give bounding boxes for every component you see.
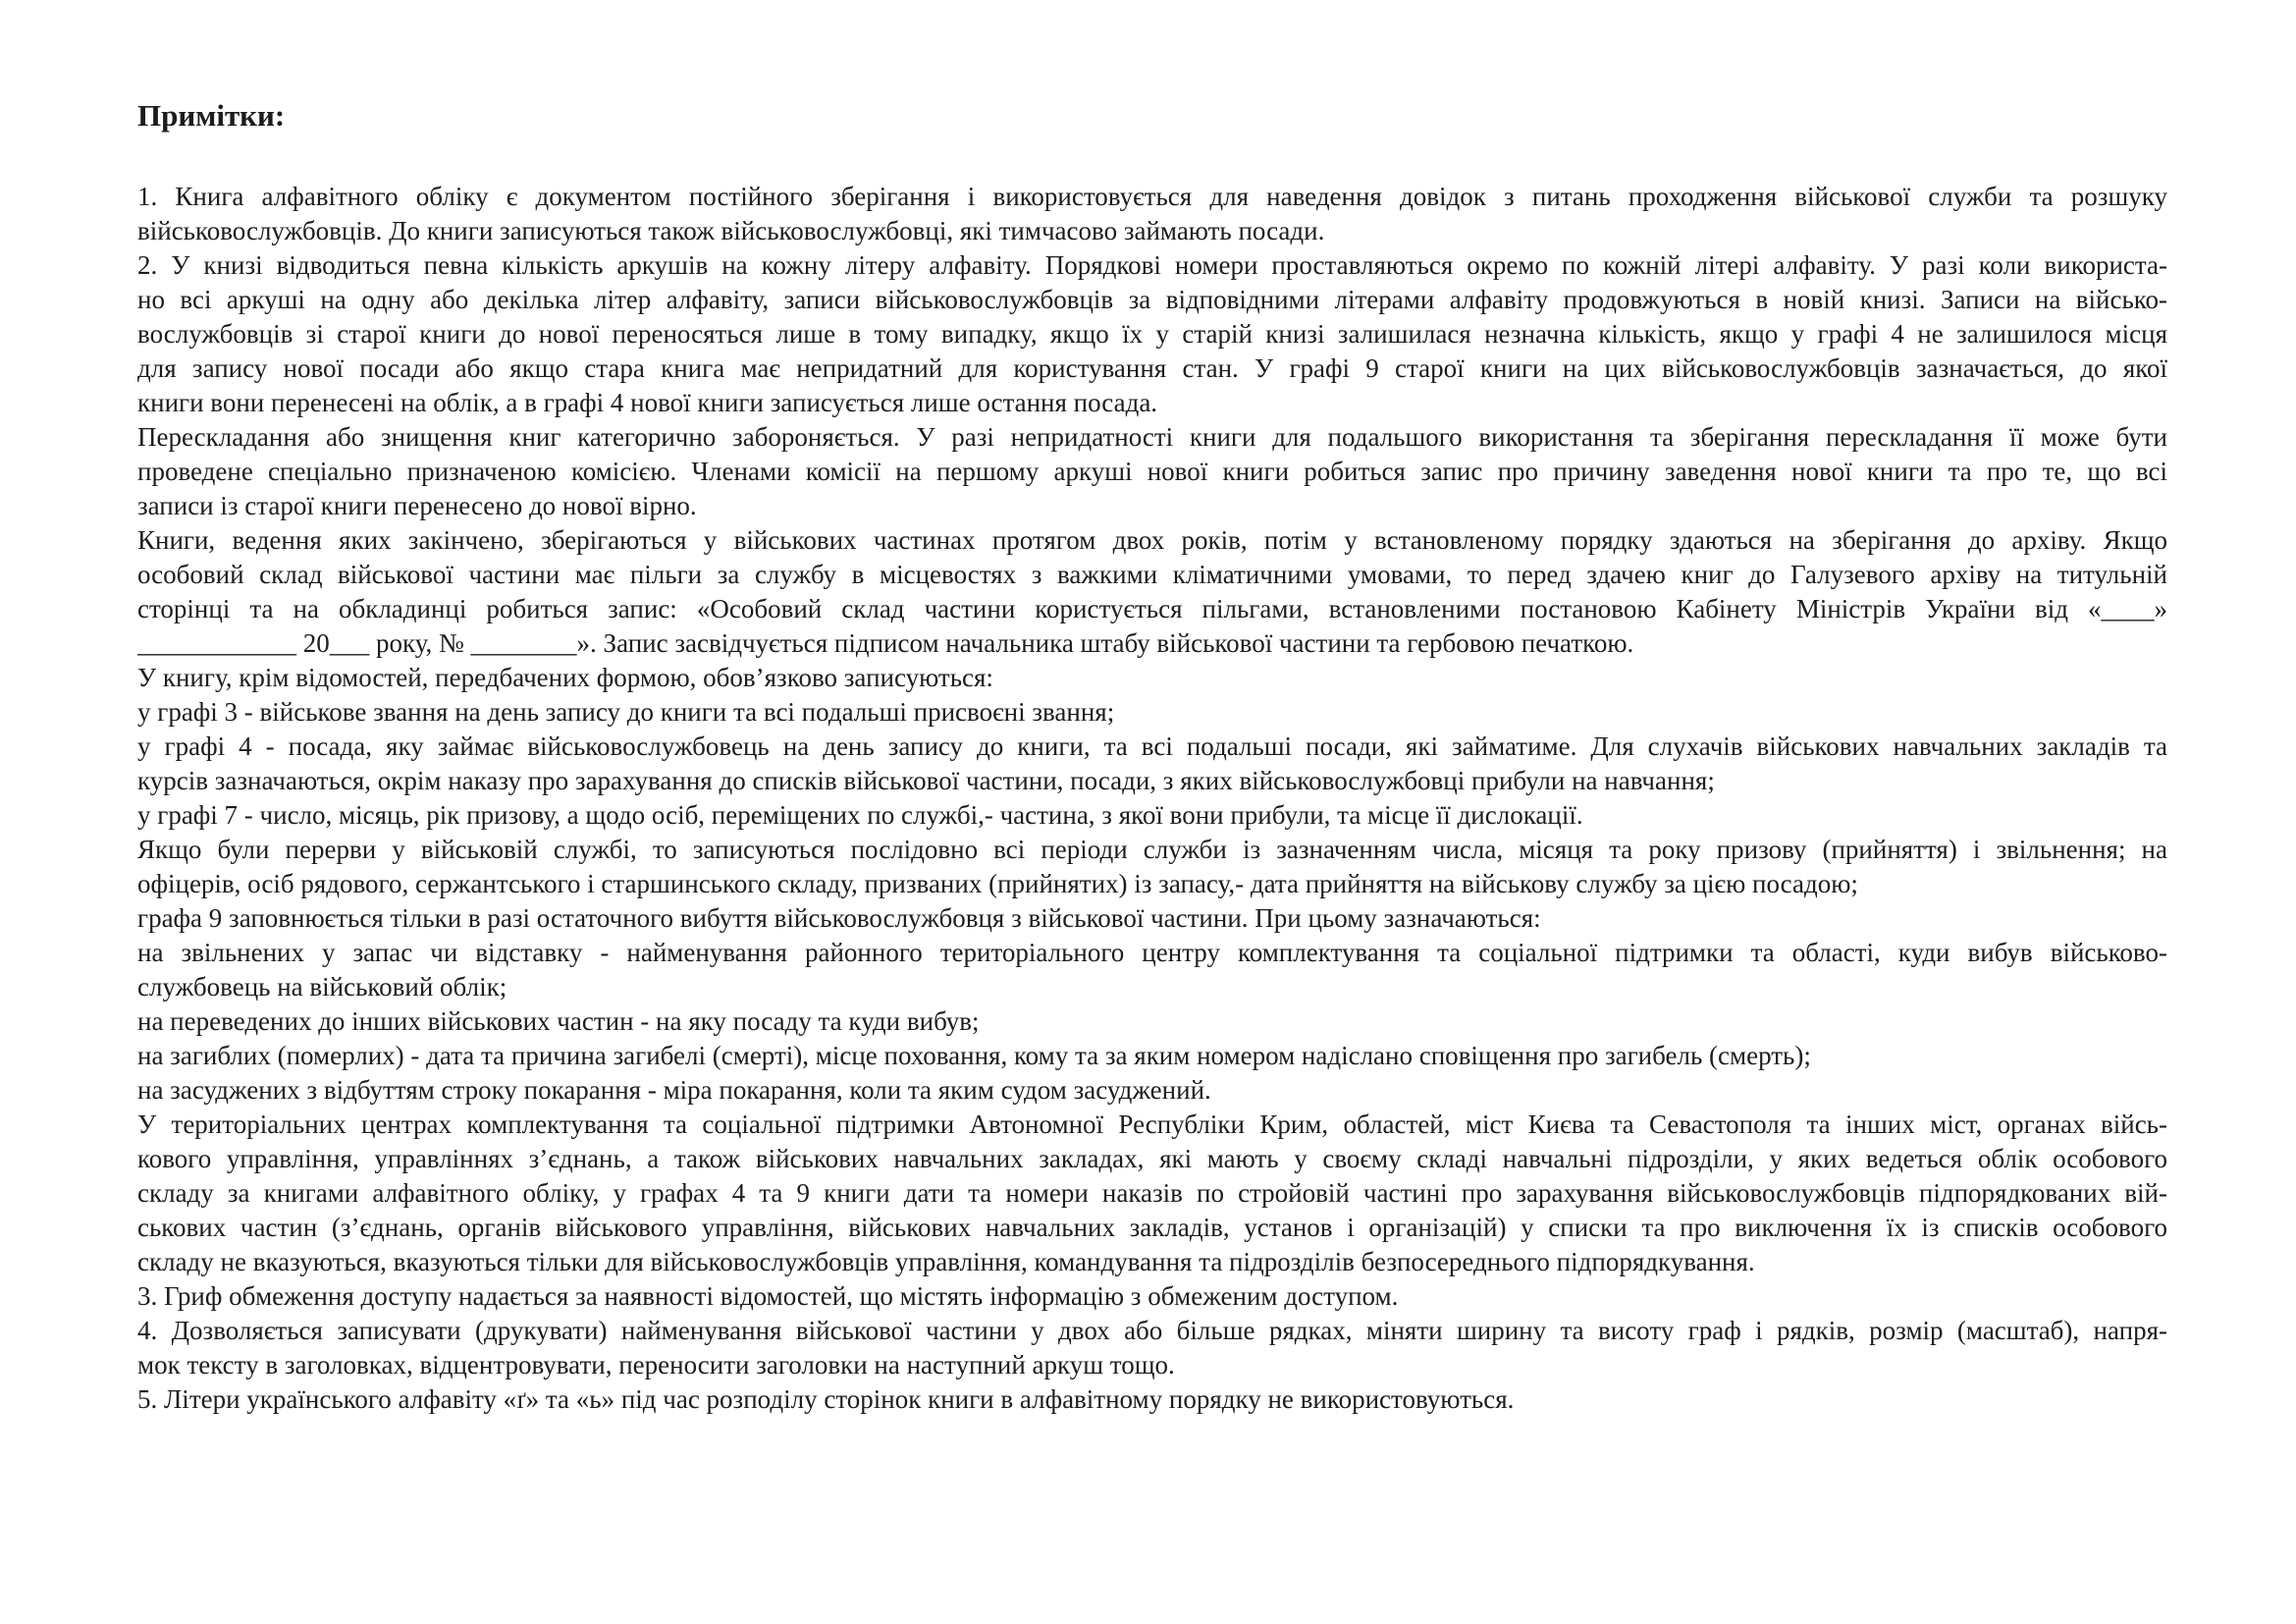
text-line: Перескладання або знищення книг категорично забороняється. У разі непридатності книги для подальшого використання та зберігання перескладання її може бути	[137, 422, 2167, 452]
text-line: У книгу, крім відомостей, передбачених формою, обов’язково записуються:	[137, 663, 993, 692]
text-line: Книги, ведення яких закінчено, зберігаються у військових частинах протягом двох років, потім у встановленому порядку здаються на зберігання до архіву. Якщо	[137, 525, 2167, 555]
text-line: но всі аркуші на одну або декілька літер алфавіту, записи військовослужбовців за відповідними літерами алфавіту продовжуються в новій книзі. Записи на військо-	[137, 285, 2167, 314]
text-line: на переведених до інших військових частин - на яку посаду та куди вибув;	[137, 1006, 980, 1036]
text-line: кового управління, управліннях з’єднань, а також військових навчальних закладах, які мають у своєму складі навчальні підрозділи, у яких ведеться облік особового	[137, 1144, 2167, 1173]
text-line: книги вони перенесені на облік, а в графі 4 нової книги записується лише остання посада.	[137, 388, 1158, 417]
text-line: на загиблих (померлих) - дата та причина загибелі (смерті), місце поховання, кому та за яким номером надіслано сповіщення про загибель (смерть);	[137, 1041, 1811, 1070]
text-line: офіцерів, осіб рядового, сержантського і старшинського складу, призваних (прийнятих) із запасу,- дата прийняття на військову службу за цією посадою;	[137, 869, 1858, 898]
text-line: У територіальних центрах комплектування та соціальної підтримки Автономної Республіки Крим, областей, міст Києва та Севастополя та інших міст, органах війсь-	[137, 1110, 2167, 1139]
document-page	[137, 98, 2167, 1417]
text-line: записи із старої книги перенесено до нової вірно.	[137, 491, 697, 520]
text-line: 5. Літери українського алфавіту «ґ» та «ь» під час розподілу сторінок книги в алфавітному порядку не використовуються.	[137, 1384, 1515, 1414]
text-line: Якщо були перерви у військовій службі, то записуються послідовно всі періоди служби із зазначенням числа, місяця та року призову (прийняття) і звільнення; на	[137, 835, 2167, 864]
text-line: ськових частин (з’єднань, органів військового управління, військових навчальних закладів, установ і організацій) у списки та про виключення їх із списків особового	[137, 1213, 2167, 1242]
text-line: ____________ 20___ року, № ________». Запис засвідчується підписом начальника штабу військової частини та гербовою печаткою.	[137, 628, 1634, 658]
page-title: Примітки:	[137, 98, 286, 133]
text-line: на звільнених у запас чи відставку - найменування районного територіального центру комплектування та соціальної підтримки та області, куди вибув військово-	[137, 938, 2167, 967]
text-line: проведене спеціально призначеною комісією. Членами комісії на першому аркуші нової книги робиться запис про причину заведення нової книги та про те, що всі	[137, 457, 2167, 486]
text-line: у графі 4 - посада, яку займає військовослужбовець на день запису до книги, та всі подальші посади, які займатиме. Для слухачів військових навчальних закладів та	[137, 731, 2167, 761]
text-line: складу за книгами алфавітного обліку, у графах 4 та 9 книги дати та номери наказів по стройовій частині про зарахування військовослужбовців підпорядкованих вій-	[137, 1178, 2167, 1208]
text-line: 3. Гриф обмеження доступу надається за наявності відомостей, що містять інформацію з обмеженим доступом.	[137, 1281, 1399, 1311]
text-line: курсів зазначаються, окрім наказу про зарахування до списків військової частини, посади, з яких військовослужбовці прибули на навчання;	[137, 766, 1715, 795]
text-line: у графі 7 - число, місяць, рік призову, а щодо осіб, переміщених по службі,- частина, з якої вони прибули, та місце її дислокації.	[137, 800, 1583, 830]
text-line: вослужбовців зі старої книги до нової переносяться лише в тому випадку, якщо їх у старій книзі залишилася незначна кількість, якщо у графі 4 не залишилося місця	[137, 319, 2167, 349]
text-line: 2. У книзі відводиться певна кількість аркушів на кожну літеру алфавіту. Порядкові номери проставляються окремо по кожній літері алфавіту. У разі коли використа-	[137, 250, 2167, 280]
text-line: для запису нової посади або якщо стара книга має непридатний для користування стан. У графі 9 старої книги на цих військовослужбовців зазначається, до якої	[137, 353, 2167, 383]
text-line: графа 9 заповнюється тільки в разі остаточного вибуття військовослужбовця з військової частини. При цьому зазначаються:	[137, 903, 1541, 933]
text-line: 4. Дозволяється записувати (друкувати) найменування військової частини у двох або більше рядках, міняти ширину та висоту граф і рядків, розмір (масштаб), напря-	[137, 1316, 2167, 1345]
text-line: особовий склад військової частини має пільги за службу в місцевостях з важкими кліматичними умовами, то перед здачею книг до Галузевого архіву на титульній	[137, 560, 2167, 589]
text-line: сторінці та на обкладинці робиться запис: «Особовий склад частини користується пільгами, встановленими постановою Кабінету Міністрів України від «____»	[137, 594, 2167, 623]
text-line: військовослужбовців. До книги записуються також військовослужбовці, які тимчасово займають посади.	[137, 216, 1325, 245]
notes-body	[137, 180, 2167, 1417]
text-line: у графі 3 - військове звання на день запису до книги та всі подальші присвоєні звання;	[137, 697, 1115, 727]
text-line: складу не вказуються, вказуються тільки для військовослужбовців управління, командування та підрозділів безпосереднього підпорядкування.	[137, 1247, 1755, 1276]
text-line: 1. Книга алфавітного обліку є документом постійного зберігання і використовується для наведення довідок з питань проходження військової служби та розшуку	[137, 182, 2167, 211]
text-line: мок тексту в заголовках, відцентровувати, переносити заголовки на наступний аркуш тощо.	[137, 1350, 1175, 1380]
text-line: на засуджених з відбуттям строку покарання - міра покарання, коли та яким судом засуджений.	[137, 1075, 1211, 1105]
text-line: службовець на військовий облік;	[137, 972, 507, 1001]
